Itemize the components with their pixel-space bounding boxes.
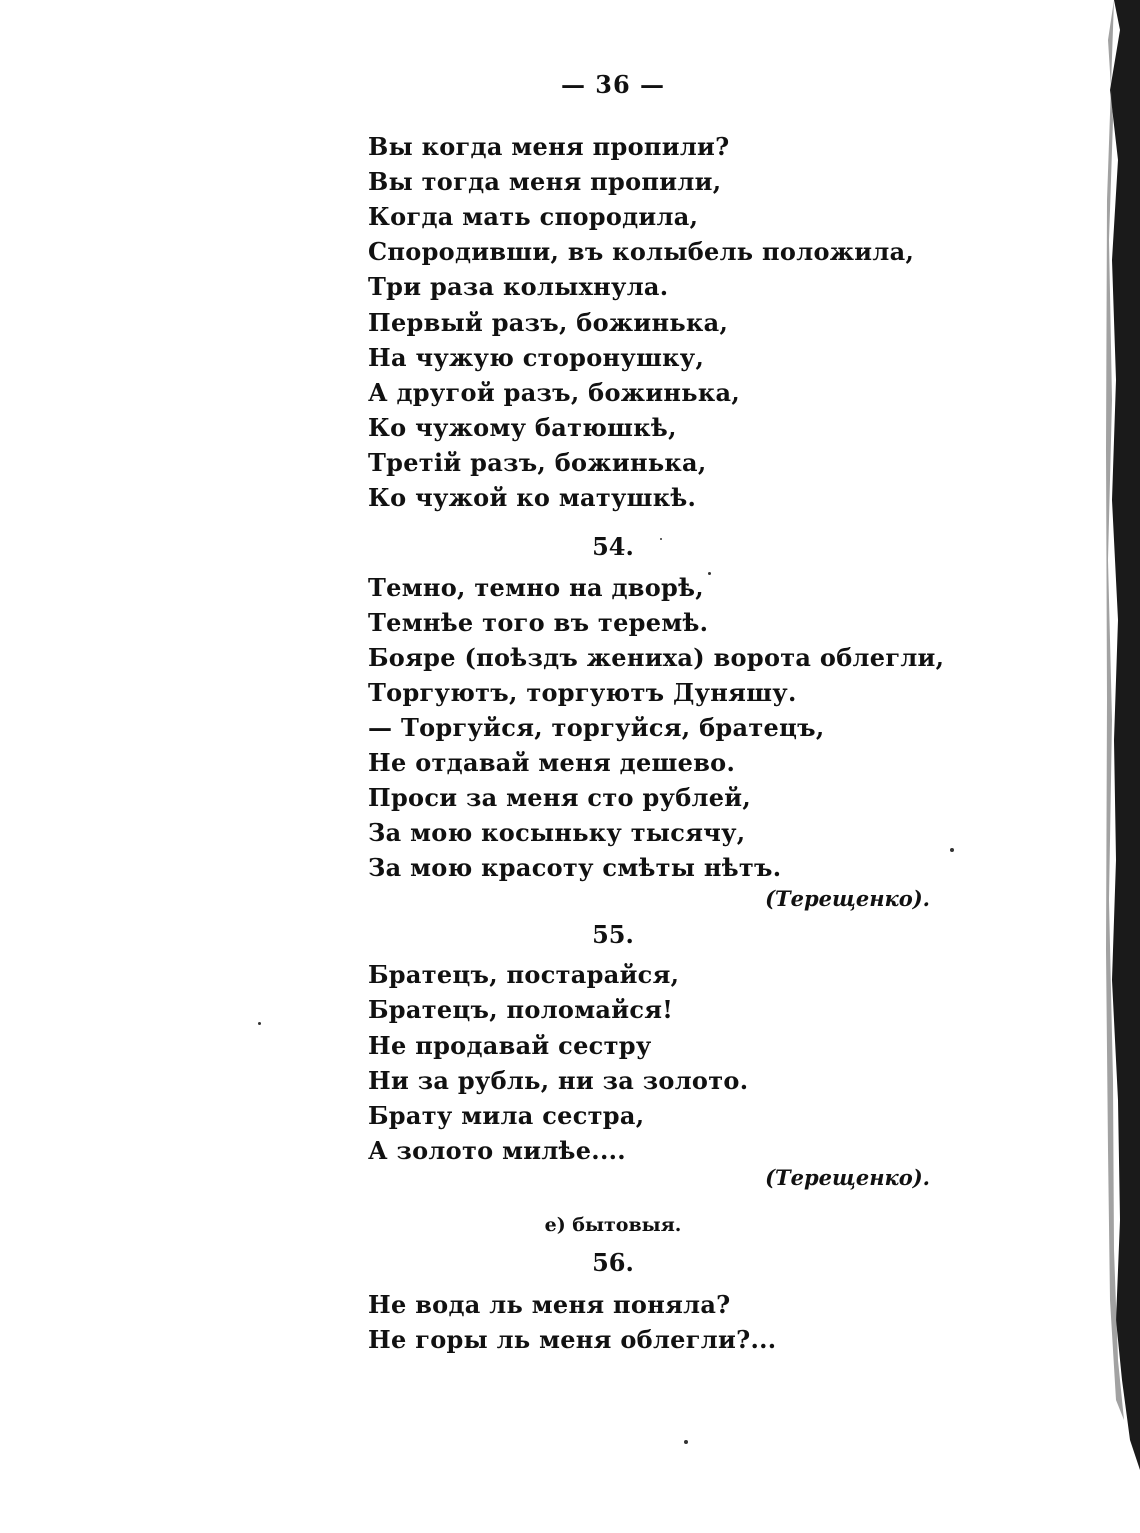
verse-line: Братецъ, постарайся, [368,960,680,989]
attribution: (Терещенко). [765,1165,930,1190]
verse-line: Третій разъ, божинька, [368,448,707,477]
verse-line: Не вода ль меня поняла? [368,1290,731,1319]
print-speck [684,1440,688,1444]
verse-line: А золото милѣе.... [368,1136,626,1165]
verse-line: Проси за меня сто рублей, [368,783,752,812]
verse-line: Ко чужому батюшкѣ, [368,413,677,442]
verse-line: Вы тогда меня пропили, [368,167,722,196]
verse-line: На чужую сторонушку, [368,343,705,372]
song-number: 56. [592,1248,634,1277]
print-speck [708,572,711,575]
verse-line: Братецъ, поломайся! [368,995,674,1024]
print-speck [660,538,662,540]
verse-line: Не отдавай меня дешево. [368,748,736,777]
section-heading: е) бытовыя. [544,1214,682,1236]
page-number: — 36 — [560,70,666,99]
print-speck [950,848,954,852]
verse-line: За мою косыньку тысячу, [368,818,746,847]
verse-line: — Торгуйся, торгуйся, братецъ, [368,713,825,742]
verse-line: Ни за рубль, ни за золото. [368,1066,749,1095]
verse-line: Темнѣе того въ теремѣ. [368,608,709,637]
verse-line: Ко чужой ко матушкѣ. [368,483,697,512]
verse-line: Спородивши, въ колыбель положила, [368,237,915,266]
verse-line: Торгуютъ, торгуютъ Дуняшу. [368,678,797,707]
verse-line: Три раза колыхнула. [368,272,669,301]
page-edge-shadow [1100,0,1140,1533]
verse-line: Вы когда меня пропили? [368,132,730,161]
verse-line: Не продавай сестру [368,1031,652,1060]
verse-line: Не горы ль меня облегли?... [368,1325,777,1354]
verse-line: Первый разъ, божинька, [368,308,729,337]
verse-line: Бояре (поѣздъ жениха) ворота облегли, [368,643,945,672]
song-number: 55. [592,920,634,949]
verse-line: Когда мать спородила, [368,202,699,231]
print-speck [258,1022,261,1025]
song-number: 54. [592,532,634,561]
attribution: (Терещенко). [765,886,930,911]
verse-line: Брату мила сестра, [368,1101,645,1130]
verse-line: За мою красоту смѣты нѣтъ. [368,853,782,882]
verse-line: Темно, темно на дворѣ, [368,573,704,602]
verse-line: А другой разъ, божинька, [368,378,741,407]
